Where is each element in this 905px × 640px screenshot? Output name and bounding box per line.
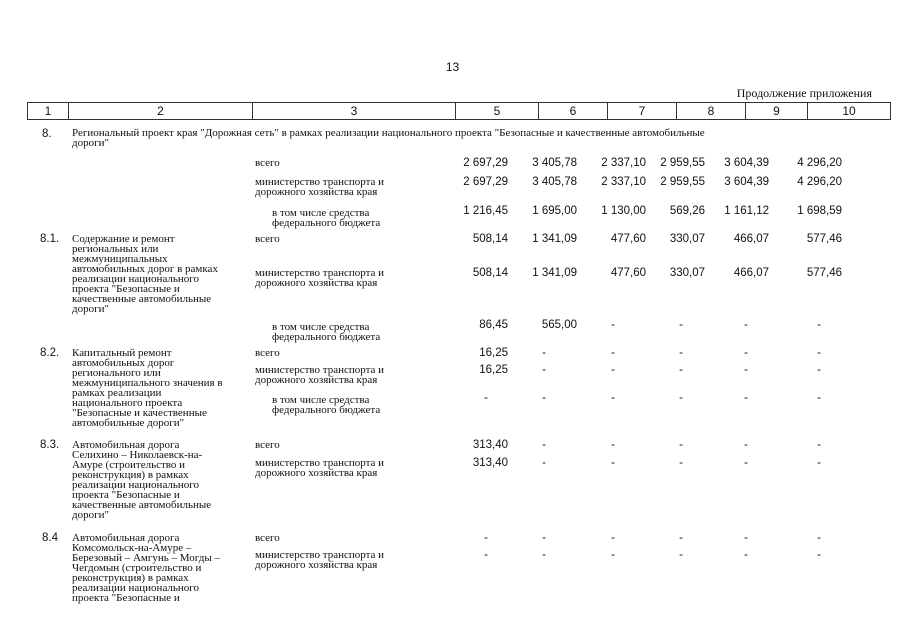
continuation-label: Продолжение приложения	[736, 86, 872, 100]
item-description-line: реализации национального	[72, 479, 200, 491]
item-number: 8.3.	[40, 439, 60, 451]
column-header-table	[27, 102, 891, 120]
item-description-line: качественные автомобильные	[72, 499, 212, 511]
table-cell-value: -	[611, 392, 615, 404]
row-label-ministry: дорожного хозяйства края	[255, 467, 378, 479]
table-cell-value: -	[611, 347, 615, 359]
section-number: 8.	[42, 128, 52, 140]
table-cell-value: -	[542, 439, 546, 451]
table-cell-value: -	[484, 532, 488, 544]
row-label-ministry: дорожного хозяйства края	[255, 277, 378, 289]
table-cell-value: -	[817, 319, 821, 331]
table-cell-value: 1 216,45	[463, 205, 508, 217]
table-cell-value: 2 337,10	[601, 157, 646, 169]
table-cell-value: 3 604,39	[724, 157, 769, 169]
table-cell-value: 3 405,78	[532, 157, 577, 169]
row-label-federal: в том числе средства	[272, 207, 370, 219]
table-cell-value: 577,46	[806, 233, 842, 245]
row-label-federal: в том числе средства	[272, 321, 370, 333]
table-cell-value: -	[611, 549, 615, 561]
item-description-line: реализации национального	[72, 273, 200, 285]
col-header: 2	[69, 103, 253, 120]
table-cell-value: 466,07	[733, 233, 769, 245]
item-description-line: проекта "Безопасные и	[72, 489, 180, 501]
row-label-ministry: министерство транспорта и	[255, 267, 385, 279]
table-cell-value: 565,00	[541, 319, 577, 331]
table-cell-value: 466,07	[733, 267, 769, 279]
table-cell-value: -	[679, 319, 683, 331]
row-label-total: всего	[255, 347, 280, 359]
col-header: 10	[808, 103, 891, 120]
table-cell-value: 3 604,39	[724, 176, 769, 188]
item-description-line: реконструкция) в рамках	[72, 572, 189, 584]
row-label-federal: федерального бюджета	[272, 404, 381, 416]
row-label-ministry: дорожного хозяйства края	[255, 559, 378, 571]
table-cell-value: -	[744, 347, 748, 359]
item-description-line: реконструкция) в рамках	[72, 469, 189, 481]
table-cell-value: -	[679, 549, 683, 561]
table-cell-value: 3 405,78	[532, 176, 577, 188]
table-cell-value: 477,60	[610, 233, 646, 245]
item-description-line: регионального или	[72, 367, 161, 379]
table-cell-value: -	[679, 457, 683, 469]
table-cell-value: 569,26	[669, 205, 705, 217]
table-cell-value: 1 341,09	[532, 233, 577, 245]
table-cell-value: 2 697,29	[463, 176, 508, 188]
table-cell-value: -	[611, 439, 615, 451]
table-cell-value: 577,46	[806, 267, 842, 279]
item-number: 8.2.	[40, 347, 60, 359]
item-description-line: Селихино – Николаевск-на-	[72, 449, 203, 461]
row-label-total: всего	[255, 233, 280, 245]
item-description-line: Содержание и ремонт	[72, 233, 175, 245]
table-cell-value: -	[484, 549, 488, 561]
table-cell-value: -	[611, 532, 615, 544]
row-label-ministry: дорожного хозяйства края	[255, 374, 378, 386]
row-label-ministry: министерство транспорта и	[255, 176, 385, 188]
table-cell-value: -	[542, 347, 546, 359]
table-cell-value: 1 341,09	[532, 267, 577, 279]
table-cell-value: -	[679, 347, 683, 359]
table-cell-value: 2 337,10	[601, 176, 646, 188]
table-cell-value: -	[542, 532, 546, 544]
table-cell-value: -	[817, 532, 821, 544]
row-label-total: всего	[255, 532, 280, 544]
item-description-line: Капитальный ремонт	[72, 347, 172, 359]
row-label-total: всего	[255, 439, 280, 451]
item-description-line: Чегдомын (строительство и	[72, 562, 202, 574]
item-description-line: реализации национального	[72, 582, 200, 594]
item-description-line: качественные автомобильные	[72, 293, 212, 305]
item-description-line: Автомобильная дорога	[72, 439, 180, 451]
table-cell-value: -	[744, 532, 748, 544]
table-cell-value: -	[611, 457, 615, 469]
item-description-line: рамках реализации	[72, 387, 162, 399]
item-description-line: автомобильные дороги"	[72, 417, 185, 429]
table-cell-value: -	[744, 364, 748, 376]
col-header: 6	[539, 103, 608, 120]
table-cell-value: 1 130,00	[601, 205, 646, 217]
table-cell-value: -	[542, 457, 546, 469]
item-description-line: "Безопасные и качественные	[72, 407, 207, 419]
item-description-line: автомобильных дорог	[72, 357, 175, 369]
row-label-total: всего	[255, 157, 280, 169]
table-cell-value: -	[679, 439, 683, 451]
item-description-line: автомобильных дорог в рамках	[72, 263, 218, 275]
item-description-line: Комсомольск-на-Амуре –	[72, 542, 192, 554]
table-cell-value: -	[744, 319, 748, 331]
table-cell-value: 4 296,20	[797, 176, 842, 188]
item-description-line: проекта "Безопасные и	[72, 592, 180, 604]
row-label-federal: в том числе средства	[272, 394, 370, 406]
table-cell-value: 86,45	[479, 319, 508, 331]
item-number: 8.4	[42, 532, 58, 544]
item-description-line: Березовый – Амгунь – Могды –	[72, 552, 220, 564]
table-cell-value: -	[679, 392, 683, 404]
item-description-line: межмуниципального значения в	[72, 377, 223, 389]
section-title: дороги"	[72, 137, 109, 149]
item-description-line: проекта "Безопасные и	[72, 283, 180, 295]
table-cell-value: 313,40	[472, 439, 508, 451]
table-cell-value: -	[817, 457, 821, 469]
table-cell-value: -	[817, 549, 821, 561]
table-cell-value: 1 698,59	[797, 205, 842, 217]
table-cell-value: -	[744, 392, 748, 404]
item-description-line: региональных или	[72, 243, 159, 255]
row-label-ministry: министерство транспорта и	[255, 457, 385, 469]
table-cell-value: -	[542, 392, 546, 404]
item-description-line: дороги"	[72, 303, 109, 315]
table-cell-value: 508,14	[472, 233, 508, 245]
col-header: 9	[746, 103, 808, 120]
table-cell-value: 330,07	[669, 233, 705, 245]
table-cell-value: 16,25	[479, 347, 508, 359]
table-cell-value: -	[744, 549, 748, 561]
table-cell-value: 16,25	[479, 364, 508, 376]
row-label-federal: федерального бюджета	[272, 331, 381, 343]
item-description-line: национального проекта	[72, 397, 183, 409]
item-description-line: Амуре (строительство и	[72, 459, 186, 471]
col-header: 5	[456, 103, 539, 120]
table-cell-value: 330,07	[669, 267, 705, 279]
table-cell-value: -	[817, 364, 821, 376]
item-description-line: Автомобильная дорога	[72, 532, 180, 544]
table-cell-value: -	[611, 364, 615, 376]
col-header: 1	[28, 103, 69, 120]
table-cell-value: -	[817, 439, 821, 451]
table-cell-value: -	[484, 392, 488, 404]
col-header: 3	[253, 103, 456, 120]
table-cell-value: 2 697,29	[463, 157, 508, 169]
item-number: 8.1.	[40, 233, 60, 245]
section-title: Региональный проект края "Дорожная сеть" в рамках реализации национального проекта "Безопасные и качественные автомобильные	[72, 127, 705, 139]
table-cell-value: 2 959,55	[660, 176, 705, 188]
table-cell-value: -	[542, 364, 546, 376]
table-cell-value: -	[679, 364, 683, 376]
table-cell-value: -	[542, 549, 546, 561]
table-cell-value: -	[744, 439, 748, 451]
table-cell-value: -	[817, 392, 821, 404]
col-header: 7	[608, 103, 677, 120]
table-cell-value: 508,14	[472, 267, 508, 279]
table-cell-value: 4 296,20	[797, 157, 842, 169]
row-label-federal: федерального бюджета	[272, 217, 381, 229]
table-cell-value: -	[611, 319, 615, 331]
table-cell-value: 477,60	[610, 267, 646, 279]
item-description-line: межмуниципальных	[72, 253, 168, 265]
table-cell-value: -	[679, 532, 683, 544]
table-cell-value: 1 695,00	[532, 205, 577, 217]
col-header: 8	[677, 103, 746, 120]
table-cell-value: -	[744, 457, 748, 469]
row-label-ministry: министерство транспорта и	[255, 549, 385, 561]
table-cell-value: -	[817, 347, 821, 359]
row-label-ministry: министерство транспорта и	[255, 364, 385, 376]
table-cell-value: 313,40	[472, 457, 508, 469]
table-cell-value: 2 959,55	[660, 157, 705, 169]
item-description-line: дороги"	[72, 509, 109, 521]
row-label-ministry: дорожного хозяйства края	[255, 186, 378, 198]
table-cell-value: 1 161,12	[724, 205, 769, 217]
page-number: 13	[445, 60, 460, 74]
